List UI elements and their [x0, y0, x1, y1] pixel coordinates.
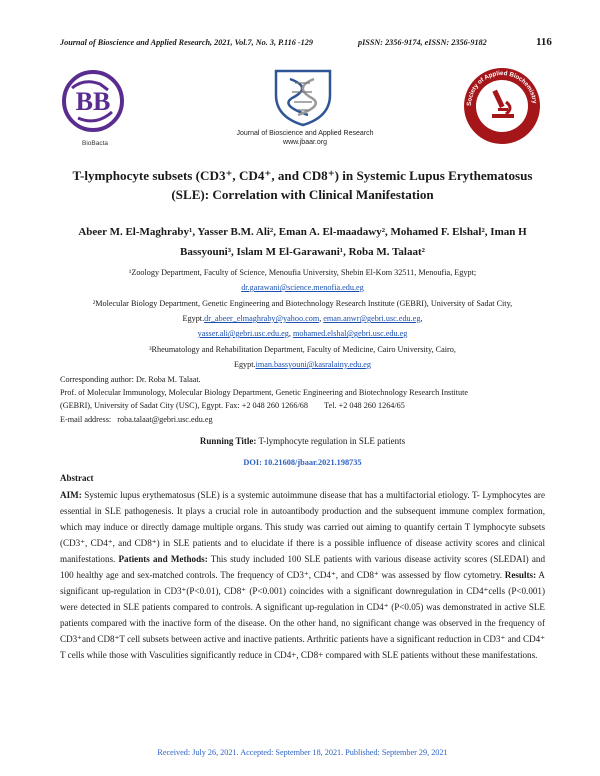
journal-url: www.jbaar.org — [283, 139, 327, 146]
issn: pISSN: 2356-9174, eISSN: 2356-9182 — [358, 38, 487, 47]
journal-reference: Journal of Bioscience and Applied Research, 2021, Vol.7, No. 3, P.116 -129 — [60, 38, 313, 47]
running-title-text: T-lymphocyte regulation in SLE patients — [258, 436, 406, 446]
affiliation-2: ²Molecular Biology Department, Genetic Engineering and Biotechnology Research Institute (GEBRI), University of Sadat City, Egypt.dr_abeer_elmaghraby@yahoo.com, eman.anwr@gebri.usc.edu.eg, yasser.ali@gebri.usc.edu.eg, mohamed.elshal@gebri.usc.edu.eg — [60, 296, 545, 341]
society-seal-logo — [462, 66, 542, 146]
corresponding-line-2: Prof. of Molecular Immunology, Molecular Biology Department, Genetic Engineering and Biotechnology Research Institute — [60, 388, 469, 398]
journal-name-under-logo: Journal of Bioscience and Applied Research — [236, 130, 374, 137]
affiliation-3-email-link[interactable]: iman.bassyouni@kasralainy.edu.eg — [255, 360, 372, 369]
doi[interactable]: DOI: 10.21608/jbaar.2021.198735 — [243, 458, 362, 467]
author-list — [60, 222, 545, 262]
corresponding-author-block — [60, 373, 545, 426]
affiliation-2-text: ²Molecular Biology Department, Genetic Engineering and Biotechnology Research Institute (GEBRI), University of Sadat City, — [92, 299, 513, 308]
abstract-body — [60, 487, 545, 663]
corresponding-line-1: Corresponding author: Dr. Roba M. Talaat. — [60, 375, 201, 384]
affiliation-2-prefix: Egypt. — [182, 314, 205, 323]
paper-title — [60, 166, 545, 204]
received-accepted-published: Received: July 26, 2021. Accepted: September 18, 2021. Published: September 29, 2021 — [157, 748, 448, 757]
affiliation-3 — [60, 342, 545, 372]
author-line-1: Abeer M. El-Maghraby¹, Yasser B.M. Ali², Eman A. El-maadawy², Mohamed F. Elshal², Iman H — [78, 226, 527, 238]
affiliation-1 — [60, 265, 545, 295]
paper-title-line-1: T-lymphocyte subsets (CD3⁺, CD4⁺, and CD8⁺) in Systemic Lupus Erythematosus — [72, 168, 533, 183]
corresponding-line-4: E-mail address: roba.talaat@gebri.usc.edu.eg — [60, 414, 213, 424]
affiliation-3-text: ³Rheumatology and Rehabilitation Department, Faculty of Medicine, Cairo University, Cairo, — [149, 345, 456, 354]
affiliation-2-email-link-3[interactable]: yasser.ali@gebri.usc.edu.eg — [197, 329, 289, 338]
biobacta-label: BioBacta — [82, 140, 109, 147]
methods-label: Patients and Methods: — [118, 554, 208, 564]
results-text: A significant up-regulation in CD3⁺(P<0.01), CD8⁺ (P<0.001) coincides with a significant downregulation in CD4⁺cells (P<0.001) were detected in SLE patients compared to controls. A significant up-regulation in CD4⁺ (P<0.05) was demonstrated in active SLE patients compared with the inactive form of the disease. On the other hand, no significant change was observed in the frequency of CD3⁺and CD8⁺T cell subsets between active and inactive patients. Arthritic patients have a significant reduction in CD3⁺ and CD4⁺ T cells while those with Vasculities significantly reduce in CD4+, CD8+ compared with SLE patients without these manifestations. — [60, 570, 545, 660]
author-line-2: Bassyouni³, Islam M El-Garawani¹, Roba M. Talaat² — [180, 246, 425, 258]
abstract-heading: Abstract — [60, 473, 94, 483]
affiliation-2-email-link-1[interactable]: dr_abeer_elmaghraby@yahoo.com — [204, 314, 320, 323]
methods-text: This study included 100 SLE patients with various disease activity scores (SLEDAI) and 100 healthy age and sex-matched controls. The frequency of CD3⁺, CD4⁺, and CD8⁺ was assessed by flow cytometry. — [60, 554, 545, 580]
affiliation-2-email-link-4[interactable]: mohamed.elshal@gebri.usc.edu.eg — [292, 329, 408, 338]
affiliation-1-text: ¹Zoology Department, Faculty of Science, Menoufia University, Shebin El-Kom 32511, Menoufia, Egypt; — [128, 268, 477, 277]
aim-label: AIM: — [60, 490, 82, 500]
seal-ring-text: Society of Applied Biochemistry — [465, 69, 538, 107]
running-title-label: Running Title: — [199, 436, 257, 446]
journal-shield — [276, 71, 330, 125]
affiliation-3-prefix: Egypt. — [233, 360, 256, 369]
aim-text: Systemic lupus erythematosus (SLE) is a systemic autoimmune disease that has a multifactorial etiology. T- Lymphocytes are essential in SLE pathogenesis. It plays a crucial role in autoantibody production and the subsequent immune complex formation, which may induce or directly damage multiple organs. This study was carried out aiming to quantify certain T lymphocyte subsets (CD3⁺, CD4⁺, and CD8⁺) in SLE patients and to elucidate if there is a possible influence of disease activity scores and clinical manifestations. — [60, 490, 545, 564]
running-header — [60, 36, 552, 48]
corresponding-line-3: (GEBRI), University of Sadat City (USC), Egypt. Fax: +2 048 260 1266/68 Tel. +2 048 260 1264/65 — [60, 401, 405, 411]
biobacta-letters: BB — [75, 87, 111, 116]
paper-title-line-2: (SLE): Correlation with Clinical Manifestation — [171, 187, 434, 202]
journal-dna-logo — [268, 65, 338, 127]
running-title — [60, 436, 545, 446]
affiliation-2-email-link-2[interactable]: eman.anwr@gebri.usc.edu.eg — [323, 314, 421, 323]
results-label: Results: — [504, 570, 537, 580]
biobacta-logo — [60, 68, 126, 134]
affiliation-1-email-link[interactable]: dr.garawani@science.menofia.edu.eg — [241, 283, 364, 292]
page-number: 116 — [536, 36, 552, 48]
